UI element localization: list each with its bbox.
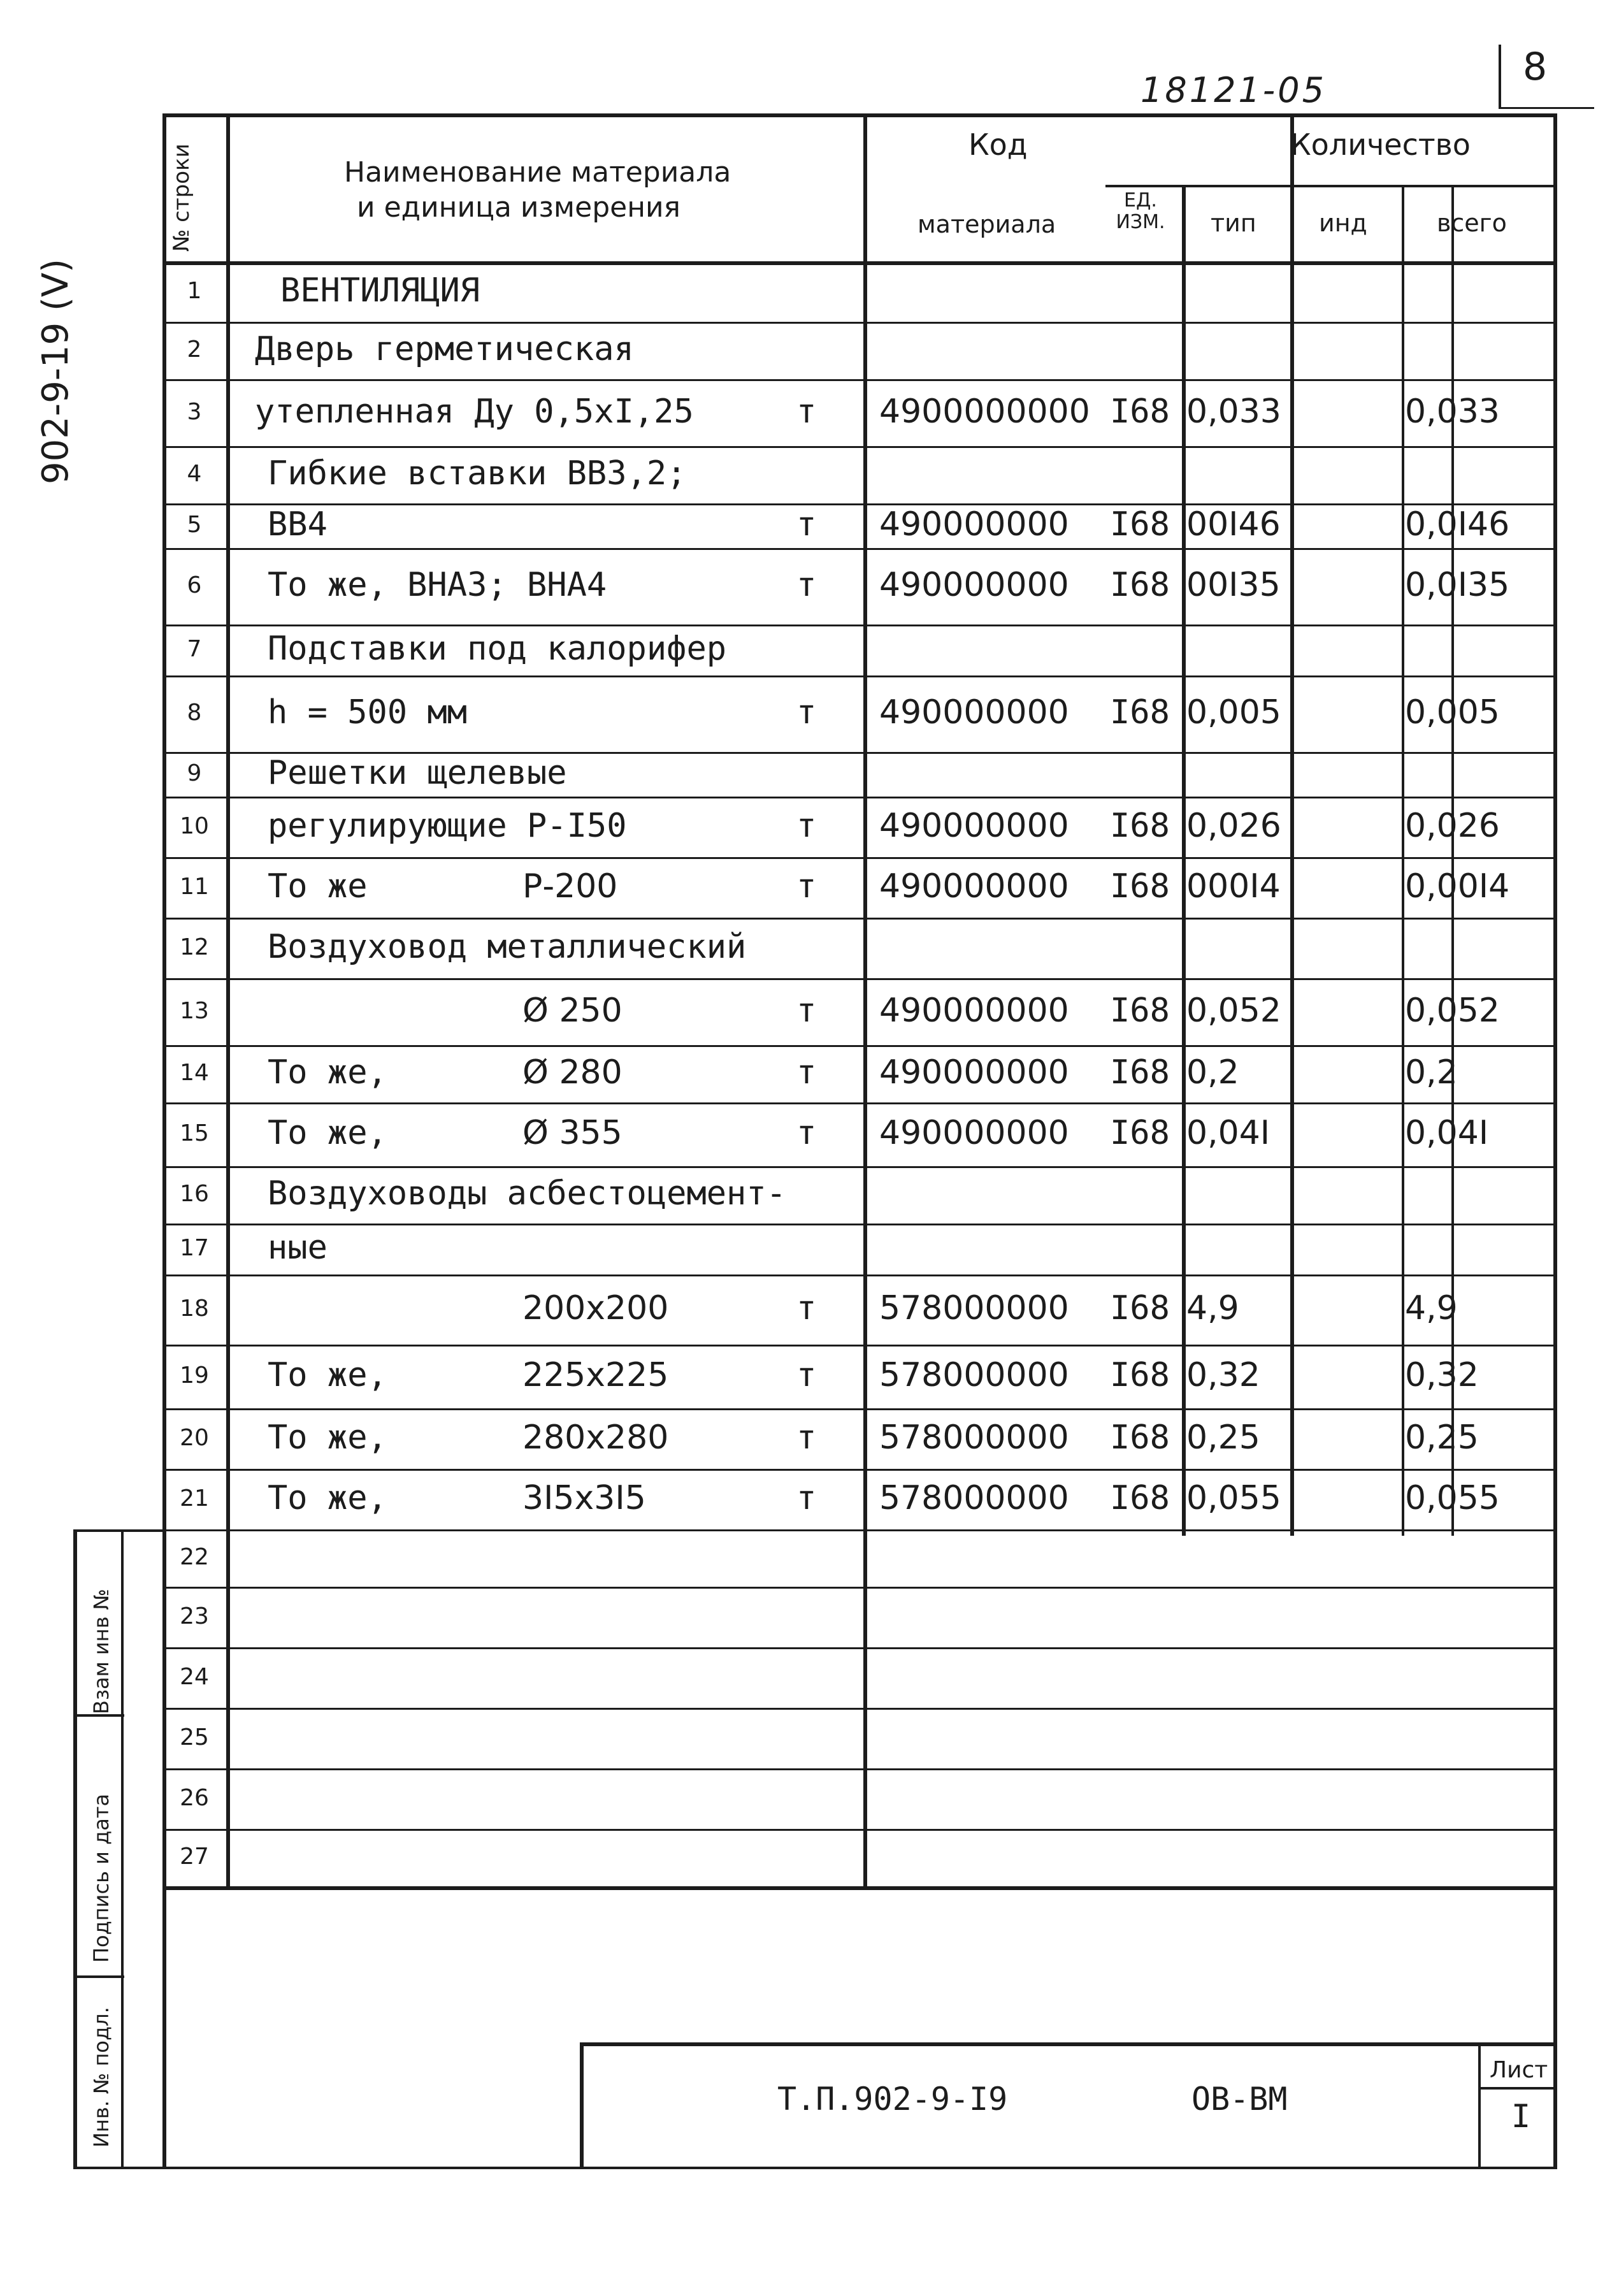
margin-line-2 (73, 1975, 124, 1978)
row-line (162, 1345, 1553, 1347)
row-total-qty: 0,005 (1405, 693, 1500, 732)
col-line-ind (1451, 185, 1454, 1536)
row-unit-code: I68 (1110, 806, 1170, 845)
row-line (162, 675, 1553, 677)
row-name: То же, (268, 1418, 387, 1457)
row-name: То же (268, 867, 368, 906)
row-number: 10 (180, 812, 209, 839)
row-material-code: 578000000 (879, 1356, 1069, 1394)
row-unit: т (796, 1356, 817, 1394)
row-total-qty: 0,04I (1405, 1114, 1489, 1152)
row-name: То же, (268, 1356, 387, 1394)
row-type-qty: 00I46 (1186, 505, 1281, 544)
row-name: Воздуховод металлический (268, 927, 747, 966)
stamp-left-line (580, 2042, 584, 2167)
row-unit-code: I68 (1110, 1478, 1170, 1517)
row-unit: т (796, 1289, 817, 1327)
stamp-top-line (580, 2042, 1553, 2046)
row-number: 8 (187, 700, 202, 726)
row-material-code: 490000000 (879, 867, 1069, 906)
row-line (162, 548, 1553, 550)
row-material-code: 490000000 (879, 566, 1069, 604)
row-type-qty: 0,2 (1186, 1053, 1239, 1092)
row-unit-code: I68 (1110, 505, 1170, 544)
header-quantity: Количество (1290, 127, 1471, 162)
row-line (162, 503, 1553, 505)
row-line (162, 857, 1553, 859)
row-type-qty: 0,25 (1186, 1418, 1260, 1457)
row-material-code: 490000000 (879, 1114, 1069, 1152)
row-unit: т (796, 1114, 817, 1152)
row-material-code: 578000000 (879, 1289, 1069, 1327)
row-name: То же, (268, 1053, 387, 1092)
row-number: 11 (180, 873, 209, 900)
header-type: тип (1211, 209, 1256, 237)
row-type-qty: 0,055 (1186, 1478, 1281, 1517)
row-unit: т (796, 806, 817, 845)
row-number: 17 (180, 1235, 209, 1261)
sheet-number: 8 (1523, 45, 1548, 89)
row-number: 7 (187, 636, 202, 662)
row-name: регулирующие Р-I50 (268, 806, 627, 845)
row-type-qty: 0,04I (1186, 1114, 1270, 1152)
margin-inner-border (121, 1529, 124, 2167)
row-number: 9 (187, 760, 202, 786)
row-number: 3 (187, 398, 202, 425)
row-number: 24 (180, 1663, 209, 1690)
row-unit: т (796, 991, 817, 1030)
row-line (162, 918, 1553, 920)
row-unit-code: I68 (1110, 566, 1170, 604)
row-material-code: 490000000 (879, 991, 1069, 1030)
row-number: 5 (187, 512, 202, 538)
row-number: 12 (180, 934, 209, 960)
row-unit-code: I68 (1110, 693, 1170, 732)
row-material-code: 578000000 (879, 1478, 1069, 1517)
row-line (162, 1647, 1553, 1649)
row-name: То же, (268, 1478, 387, 1517)
row-size: 3I5х3I5 (522, 1478, 646, 1517)
row-unit: т (796, 693, 817, 732)
row-total-qty: 0,033 (1405, 392, 1500, 431)
document-code: 18121-05 (1140, 70, 1327, 110)
row-total-qty: 0,026 (1405, 806, 1500, 845)
row-unit: т (796, 1418, 817, 1457)
row-type-qty: 0,026 (1186, 806, 1281, 845)
row-name: Гибкие вставки ВВ3,2; (268, 454, 687, 493)
row-name: h = 500 мм (268, 693, 468, 732)
row-number: 6 (187, 572, 202, 598)
table-right-border (1553, 113, 1557, 2167)
row-total-qty: 0,0I35 (1405, 566, 1510, 604)
row-line (162, 1829, 1553, 1831)
row-name: То же, (268, 1114, 387, 1152)
row-unit-code: I68 (1110, 1418, 1170, 1457)
header-mid-line (1105, 185, 1553, 187)
header-ind: инд (1319, 209, 1367, 237)
table-top-border (162, 113, 1553, 117)
row-number: 14 (180, 1060, 209, 1086)
row-material-code: 490000000 (879, 1053, 1069, 1092)
row-type-qty: 0,052 (1186, 991, 1281, 1030)
col-line-unit (1290, 113, 1294, 1536)
row-unit-code: I68 (1110, 1053, 1170, 1092)
row-line (162, 1529, 1553, 1531)
row-total-qty: 0,0I46 (1405, 505, 1510, 544)
row-number: 4 (187, 461, 202, 487)
row-type-qty: 000I4 (1186, 867, 1281, 906)
margin-line-1 (73, 1714, 124, 1717)
row-line (162, 1469, 1553, 1471)
row-material-code: 490000000 (879, 693, 1069, 732)
header-name-line1: Наименование материала (344, 156, 731, 189)
row-unit-code: I68 (1110, 392, 1170, 431)
row-name: утепленная Ду 0,5хI,25 (255, 392, 694, 431)
stamp-sheet-line (1478, 2087, 1553, 2090)
row-line (162, 1408, 1553, 1410)
row-line (162, 1587, 1553, 1589)
row-material-code: 578000000 (879, 1418, 1069, 1457)
margin-bottom-line (73, 2167, 162, 2169)
row-unit: т (796, 1478, 817, 1517)
row-size: Ø 250 (522, 991, 622, 1030)
header-total: всего (1437, 209, 1507, 237)
row-total-qty: 0,055 (1405, 1478, 1500, 1517)
header-bottom-line (162, 261, 1553, 265)
row-material-code: 490000000 (879, 505, 1069, 544)
col-line-type (1402, 185, 1404, 1536)
row-total-qty: 0,32 (1405, 1356, 1479, 1394)
series-label: 902-9-19 (V) (35, 259, 76, 484)
row-material-code: 490000000 (879, 806, 1069, 845)
row-number: 23 (180, 1603, 209, 1629)
row-type-qty: 0,32 (1186, 1356, 1260, 1394)
margin-left-border (73, 1529, 77, 2167)
row-line (162, 1768, 1553, 1770)
stamp-sheet-label: Лист (1490, 2057, 1548, 2083)
row-name: Решетки щелевые (268, 754, 567, 792)
row-name: Воздуховоды асбестоцемент- (268, 1174, 786, 1213)
row-line (162, 322, 1553, 324)
row-line (162, 1045, 1553, 1047)
header-code: Код (968, 127, 1028, 162)
row-name: Подставки под калорифер (268, 630, 727, 668)
row-name: ные (268, 1229, 327, 1267)
row-number: 2 (187, 336, 202, 363)
row-number: 19 (180, 1362, 209, 1389)
row-name: ВВ4 (268, 505, 327, 544)
table-end-line (162, 1886, 1553, 1890)
row-size: Ø 280 (522, 1053, 622, 1092)
row-type-qty: 0,005 (1186, 693, 1281, 732)
row-unit-code: I68 (1110, 1114, 1170, 1152)
row-number: 22 (180, 1544, 209, 1570)
row-number: 20 (180, 1424, 209, 1451)
row-type-qty: 4,9 (1186, 1289, 1239, 1327)
row-total-qty: 4,9 (1405, 1289, 1458, 1327)
row-name: Дверь герметическая (255, 330, 634, 368)
row-size: 225х225 (522, 1356, 669, 1394)
row-total-qty: 0,25 (1405, 1418, 1479, 1457)
row-number: 25 (180, 1724, 209, 1751)
row-line (162, 1166, 1553, 1168)
row-unit-code: I68 (1110, 1289, 1170, 1327)
row-unit: т (796, 392, 817, 431)
header-unit-code: ЕД. ИЗМ. (1116, 189, 1165, 233)
stamp-sheet-divider (1478, 2042, 1481, 2167)
row-line (162, 797, 1553, 798)
row-number: 13 (180, 997, 209, 1024)
row-line (162, 379, 1553, 381)
row-line (162, 1274, 1553, 1276)
row-unit: т (796, 1053, 817, 1092)
row-unit: т (796, 505, 817, 544)
row-unit: т (796, 566, 817, 604)
row-size: 280х280 (522, 1418, 669, 1457)
row-name: То же, ВНА3; ВНА4 (268, 566, 607, 604)
row-unit-code: I68 (1110, 991, 1170, 1030)
col-line-material (1182, 185, 1186, 1536)
row-number: 26 (180, 1784, 209, 1811)
margin-top-line (73, 1529, 162, 1532)
row-number: 18 (180, 1296, 209, 1322)
row-number: 1 (187, 277, 202, 304)
table-bottom-border (162, 2167, 1557, 2169)
row-type-qty: 0,033 (1186, 392, 1281, 431)
row-line (162, 1224, 1553, 1225)
row-name: ВЕНТИЛЯЦИЯ (280, 271, 480, 310)
side-label-podpis: Подпись и дата (89, 1793, 113, 1963)
row-material-code: 4900000000 (879, 392, 1090, 431)
row-line (162, 446, 1553, 448)
row-size: Р-200 (522, 867, 618, 906)
row-line (162, 1708, 1553, 1710)
header-row-no: № строки (169, 143, 194, 252)
row-total-qty: 0,2 (1405, 1053, 1458, 1092)
side-label-vzam: Взам инв № (89, 1589, 113, 1714)
stamp-sheet-value: I (1511, 2098, 1531, 2135)
row-unit: т (796, 867, 817, 906)
row-number: 16 (180, 1181, 209, 1207)
row-line (162, 625, 1553, 626)
row-unit-code: I68 (1110, 1356, 1170, 1394)
header-material: материала (917, 210, 1056, 238)
row-size: Ø 355 (522, 1114, 622, 1152)
stamp-section: ОВ-ВМ (1191, 2081, 1288, 2118)
header-name-line2: и единица измерения (357, 191, 681, 224)
row-total-qty: 0,052 (1405, 991, 1500, 1030)
row-unit-code: I68 (1110, 867, 1170, 906)
row-type-qty: 00I35 (1186, 566, 1281, 604)
row-total-qty: 0,00I4 (1405, 867, 1510, 906)
stamp-designation: Т.П.902-9-I9 (777, 2081, 1008, 2118)
row-line (162, 978, 1553, 980)
row-number: 21 (180, 1485, 209, 1512)
row-number: 15 (180, 1120, 209, 1146)
row-number: 27 (180, 1844, 209, 1870)
row-line (162, 1102, 1553, 1104)
row-size: 200х200 (522, 1289, 669, 1327)
side-label-inv: Инв. № подл. (89, 2007, 113, 2148)
